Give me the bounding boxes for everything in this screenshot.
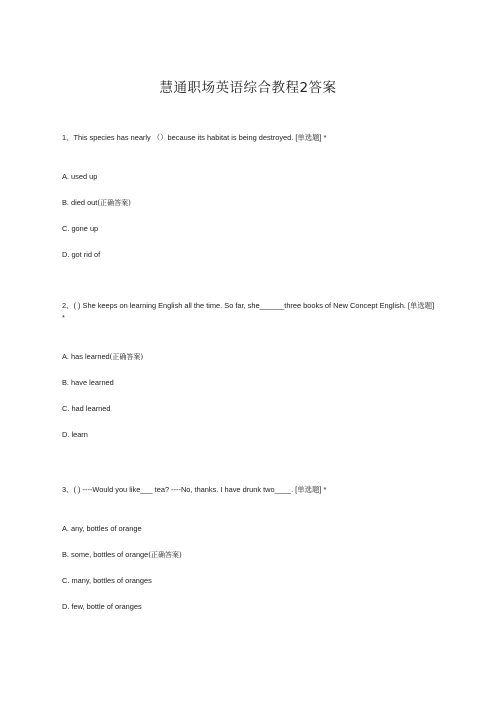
option-text: C. gone up bbox=[62, 224, 99, 233]
option-text: A. any, bottles of orange bbox=[62, 524, 142, 533]
question-stem: 2、( ) She keeps on learning English all the time. So far, she______three books of New Concept English. [单选题] * bbox=[62, 301, 435, 322]
option-item bbox=[62, 602, 142, 612]
option-text: C. had learned bbox=[62, 404, 111, 413]
question-stem: 3、( ) ----Would you like___ tea? ----No, thanks. I have drunk two____. [单选题] * bbox=[62, 485, 327, 494]
option-item bbox=[62, 352, 143, 362]
option-text: A. has learned bbox=[62, 352, 110, 361]
correct-answer-tag: (正确答案) bbox=[148, 551, 182, 559]
option-item bbox=[62, 172, 97, 182]
option-item bbox=[62, 576, 152, 586]
option-text: A. used up bbox=[62, 172, 98, 181]
option-item bbox=[62, 224, 98, 234]
option-text: D. got rid of bbox=[62, 250, 101, 259]
option-text: B. some, bottles of orange bbox=[62, 550, 149, 559]
option-item bbox=[62, 524, 142, 534]
option-text: D. few, bottle of oranges bbox=[62, 602, 142, 611]
correct-answer-tag: (正确答案) bbox=[97, 199, 131, 207]
option-text: B. have learned bbox=[62, 378, 114, 387]
option-text: D. learn bbox=[62, 430, 88, 439]
document-title: 慧通职场英语综合教程2答案 bbox=[159, 80, 337, 96]
correct-answer-tag: (正确答案) bbox=[109, 353, 144, 361]
option-item bbox=[62, 430, 88, 440]
option-item bbox=[62, 378, 114, 388]
option-text: B. died out bbox=[62, 198, 98, 207]
question-stem: 1、This species has nearly （）because its habitat is being destroyed. [单选题] * bbox=[62, 133, 327, 142]
option-item bbox=[62, 250, 100, 260]
option-item bbox=[62, 198, 131, 208]
option-item bbox=[62, 550, 182, 560]
option-item bbox=[62, 404, 110, 414]
option-text: C. many, bottles of oranges bbox=[62, 576, 152, 585]
